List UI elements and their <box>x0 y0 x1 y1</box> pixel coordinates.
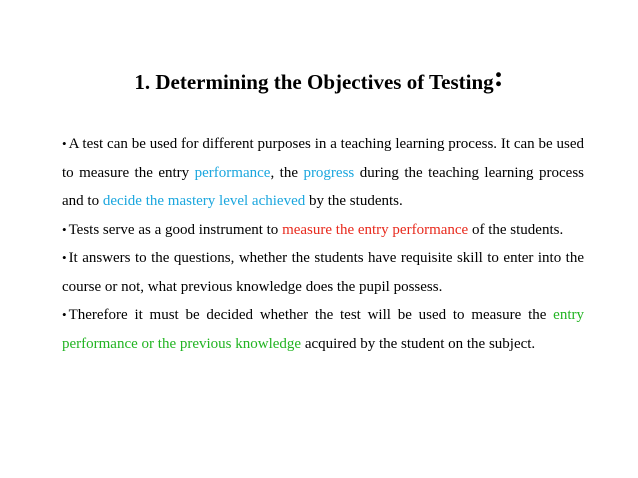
bullet-list <box>62 130 584 358</box>
bullet-decision <box>62 301 584 358</box>
bullet-text: , the <box>270 164 304 181</box>
bullet-text: during the teaching learning process and to <box>62 164 584 209</box>
slide-title <box>0 60 638 99</box>
bullet-questions <box>62 244 584 301</box>
bullet-purposes <box>62 130 584 216</box>
slide-title-colon: : <box>493 60 504 93</box>
bullet-text: Tests serve as a good instrument to <box>68 221 283 238</box>
bullet-text: of the students. <box>468 221 564 238</box>
bullet-mark: • <box>62 221 67 237</box>
bullet-mark: • <box>62 250 67 265</box>
slide-title-text: 1. Determining the Objectives of Testing <box>134 70 494 94</box>
highlight-performance: performance <box>194 164 271 181</box>
bullet-text: Therefore it must be decided whether the test will be used to measure the <box>68 307 554 323</box>
highlight-progress: progress <box>303 164 355 181</box>
bullet-text: It answers to the questions, whether the students have requisite skill to enter into the course or not, what previous knowledge does the pupil possess. <box>62 250 584 295</box>
highlight-entry-performance: measure the entry performance <box>282 221 469 238</box>
bullet-text: by the students. <box>305 193 403 209</box>
bullet-instrument <box>62 216 584 245</box>
bullet-text: acquired by the student on the subject. <box>301 335 536 352</box>
bullet-mark: • <box>62 307 67 322</box>
highlight-mastery-level: decide the mastery level achieved <box>102 193 306 209</box>
highlight-entry-or-previous: entry performance or the previous knowledge <box>62 307 584 352</box>
bullet-text: A test can be used for different purposes in a teaching learning process. It can be used to measure the entry <box>62 136 584 181</box>
bullet-mark: • <box>62 136 67 151</box>
